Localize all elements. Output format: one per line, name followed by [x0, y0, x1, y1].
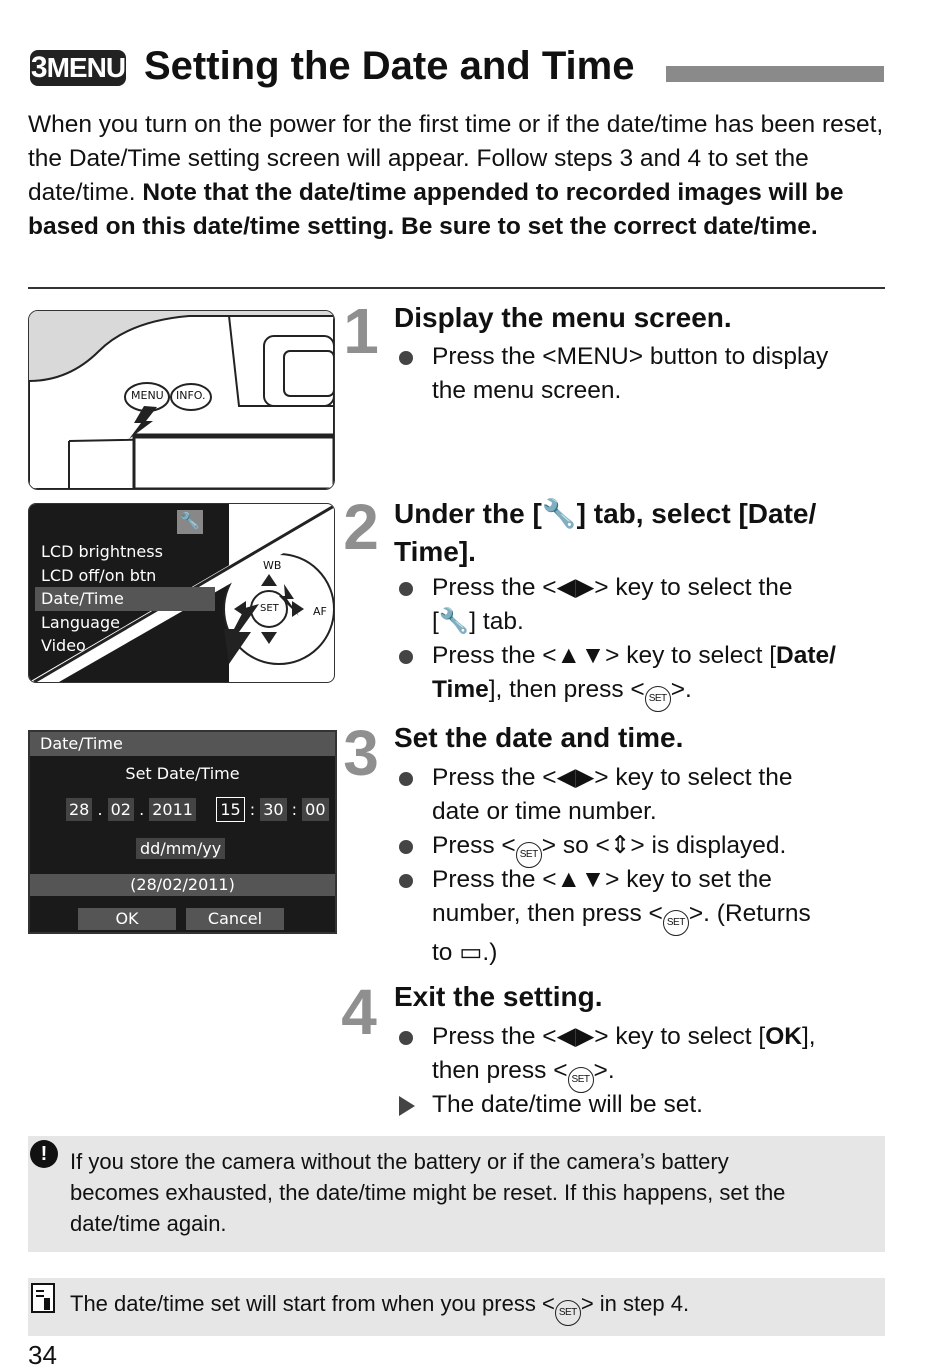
text-part: .): [482, 939, 498, 966]
frame-icon: ▭: [459, 939, 483, 966]
bullet-dot: [399, 351, 413, 365]
set-button-icon: SET: [555, 1300, 581, 1326]
intro-bold-text: Note that the date/time appended to recorded images will be based on this date/time setting. Be sure to set the correct date/time.: [28, 179, 844, 240]
caution-box: [28, 1136, 885, 1252]
bullet-text: Press the <MENU> button to display: [432, 343, 829, 370]
badge-menu-label: MENU: [46, 52, 126, 83]
result-text: The date/time will be set.: [432, 1091, 703, 1118]
text-part: ],: [801, 1023, 816, 1050]
text-part: >. (Returns: [688, 900, 811, 927]
screen-header: Date/Time: [30, 732, 335, 756]
divider: [28, 287, 885, 289]
step-4-bullet-1: [432, 1020, 892, 1093]
step-4-heading: Exit the setting.: [394, 981, 603, 1012]
step-1-heading: Display the menu screen.: [394, 302, 732, 333]
text-bold: OK: [765, 1023, 802, 1050]
bullet-text: the menu screen.: [432, 377, 622, 404]
month-field[interactable]: 02: [108, 798, 134, 821]
menu-badge: [30, 50, 126, 86]
text-part: then press <: [432, 1057, 568, 1084]
bullet-text: [🔧] tab.: [432, 608, 524, 635]
bullet-dot: [399, 582, 413, 596]
heading-line: Under the [🔧] tab, select [Date/: [394, 498, 817, 529]
dial-af-label: AF: [313, 605, 327, 618]
bullet-dot: [399, 840, 413, 854]
set-button-icon: SET: [663, 910, 689, 936]
text-part: Press <: [432, 832, 516, 859]
text-part: >.: [670, 676, 692, 703]
day-field[interactable]: 28: [66, 798, 92, 821]
bullet-dot: [399, 772, 413, 786]
menu-tab-bar: [37, 510, 227, 534]
bullet-text: Press the <◀▶> key to select the: [432, 574, 793, 601]
text-part: number, then press <: [432, 900, 663, 927]
text-part: The date/time set will start from when you press <: [70, 1291, 555, 1316]
bullet-text: Press the <◀▶> key to select the: [432, 764, 793, 791]
datetime-screen-image: [28, 730, 337, 934]
bullet-text: [432, 897, 892, 936]
bullet-text: [432, 673, 892, 712]
ok-button[interactable]: OK: [78, 908, 176, 930]
text-part: > in step 4.: [580, 1291, 690, 1316]
intro-plain-text: When you turn on the power for the first time or if the date/time has been reset, the Date/Time setting screen will appear. Follow steps 3 and 4 to set the date/time.: [28, 111, 884, 206]
text-part: > so <: [541, 832, 610, 859]
text-part: Press the <▲▼> key to select [: [432, 642, 777, 669]
menu-screen-image: [28, 503, 335, 683]
menu-item[interactable]: LCD brightness: [41, 542, 163, 561]
intro-paragraph: [28, 108, 898, 244]
info-button-label: INFO.: [176, 389, 206, 402]
set-button-icon: SET: [645, 686, 671, 712]
dial-wb-label: WB: [263, 559, 282, 572]
minute-field[interactable]: 30: [260, 798, 286, 821]
page-number: 34: [28, 1340, 57, 1370]
menu-button-label: MENU: [131, 389, 164, 402]
step-3-bullet-3: [432, 863, 892, 970]
text-part: >.: [593, 1057, 615, 1084]
step-2-bullet-1: [432, 571, 892, 639]
step-1-bullet: [432, 340, 892, 408]
bullet-dot: [399, 874, 413, 888]
year-field[interactable]: 2011: [149, 798, 196, 821]
camera-back-image: [28, 310, 335, 490]
bullet-text: Press the <▲▼> key to set the: [432, 866, 772, 893]
screen-subtitle: Set Date/Time: [125, 764, 240, 783]
menu-item-selected[interactable]: Date/Time: [35, 587, 215, 611]
bullet-text: [432, 936, 892, 970]
caution-icon-glyph: !: [40, 1143, 48, 1165]
date-time-fields: 28 . 02 . 2011 15 : 30 : 00: [66, 800, 329, 819]
bullet-text: [432, 1020, 892, 1054]
caution-line: becomes exhausted, the date/time might be reset. If this happens, set the: [70, 1180, 786, 1205]
menu-item[interactable]: LCD off/on btn: [41, 565, 157, 585]
caution-icon: [30, 1140, 58, 1168]
bullet-text: [432, 639, 892, 673]
menu-item[interactable]: Language: [41, 612, 120, 632]
text-part: > is displayed.: [630, 832, 787, 859]
caution-line: date/time again.: [70, 1211, 227, 1236]
page-title: Setting the Date and Time: [144, 44, 635, 88]
second-field[interactable]: 00: [302, 798, 328, 821]
cancel-button[interactable]: Cancel: [186, 908, 284, 930]
menu-item[interactable]: Video: [41, 636, 86, 655]
note-box: [28, 1278, 885, 1336]
result-arrow-icon: [399, 1096, 415, 1116]
step-2-heading: [394, 495, 816, 571]
dial-set-label: SET: [260, 603, 279, 614]
settings-tab-icon: 🔧: [177, 510, 203, 534]
text-bold: Date/: [776, 642, 836, 669]
step-2-bullet-2: [432, 639, 892, 712]
menu-list: [35, 540, 215, 658]
text-bold: Time: [432, 676, 489, 703]
note-text: [70, 1288, 870, 1326]
caution-line: If you store the camera without the battery or if the camera’s battery: [70, 1149, 729, 1174]
title-decoration-bar: [666, 66, 884, 82]
adjust-arrows-icon: ⇕: [609, 832, 631, 859]
bullet-text: date or time number.: [432, 798, 657, 825]
note-icon: [30, 1282, 56, 1314]
step-2-number: 2: [343, 491, 379, 563]
caution-text: [70, 1146, 870, 1239]
text-part: Press the <◀▶> key to select [: [432, 1023, 766, 1050]
heading-line: Time].: [394, 536, 476, 567]
date-preview: (28/02/2011): [30, 874, 335, 896]
step-1-number: 1: [343, 295, 379, 367]
step-3-heading: Set the date and time.: [394, 722, 684, 753]
badge-number: 3: [30, 51, 47, 84]
text-part: ], then press <: [488, 676, 645, 703]
set-button-icon: SET: [568, 1067, 594, 1093]
step-3-number: 3: [343, 717, 379, 789]
hour-field[interactable]: 15: [216, 797, 244, 822]
step-3-bullet-1: [432, 761, 892, 829]
step-4-result: [432, 1088, 892, 1122]
bullet-dot: [399, 1031, 413, 1045]
date-format-field[interactable]: dd/mm/yy: [136, 838, 225, 859]
text-part: to: [432, 939, 460, 966]
set-button-icon: SET: [516, 842, 542, 868]
step-4-number: 4: [341, 976, 377, 1048]
bullet-dot: [399, 650, 413, 664]
